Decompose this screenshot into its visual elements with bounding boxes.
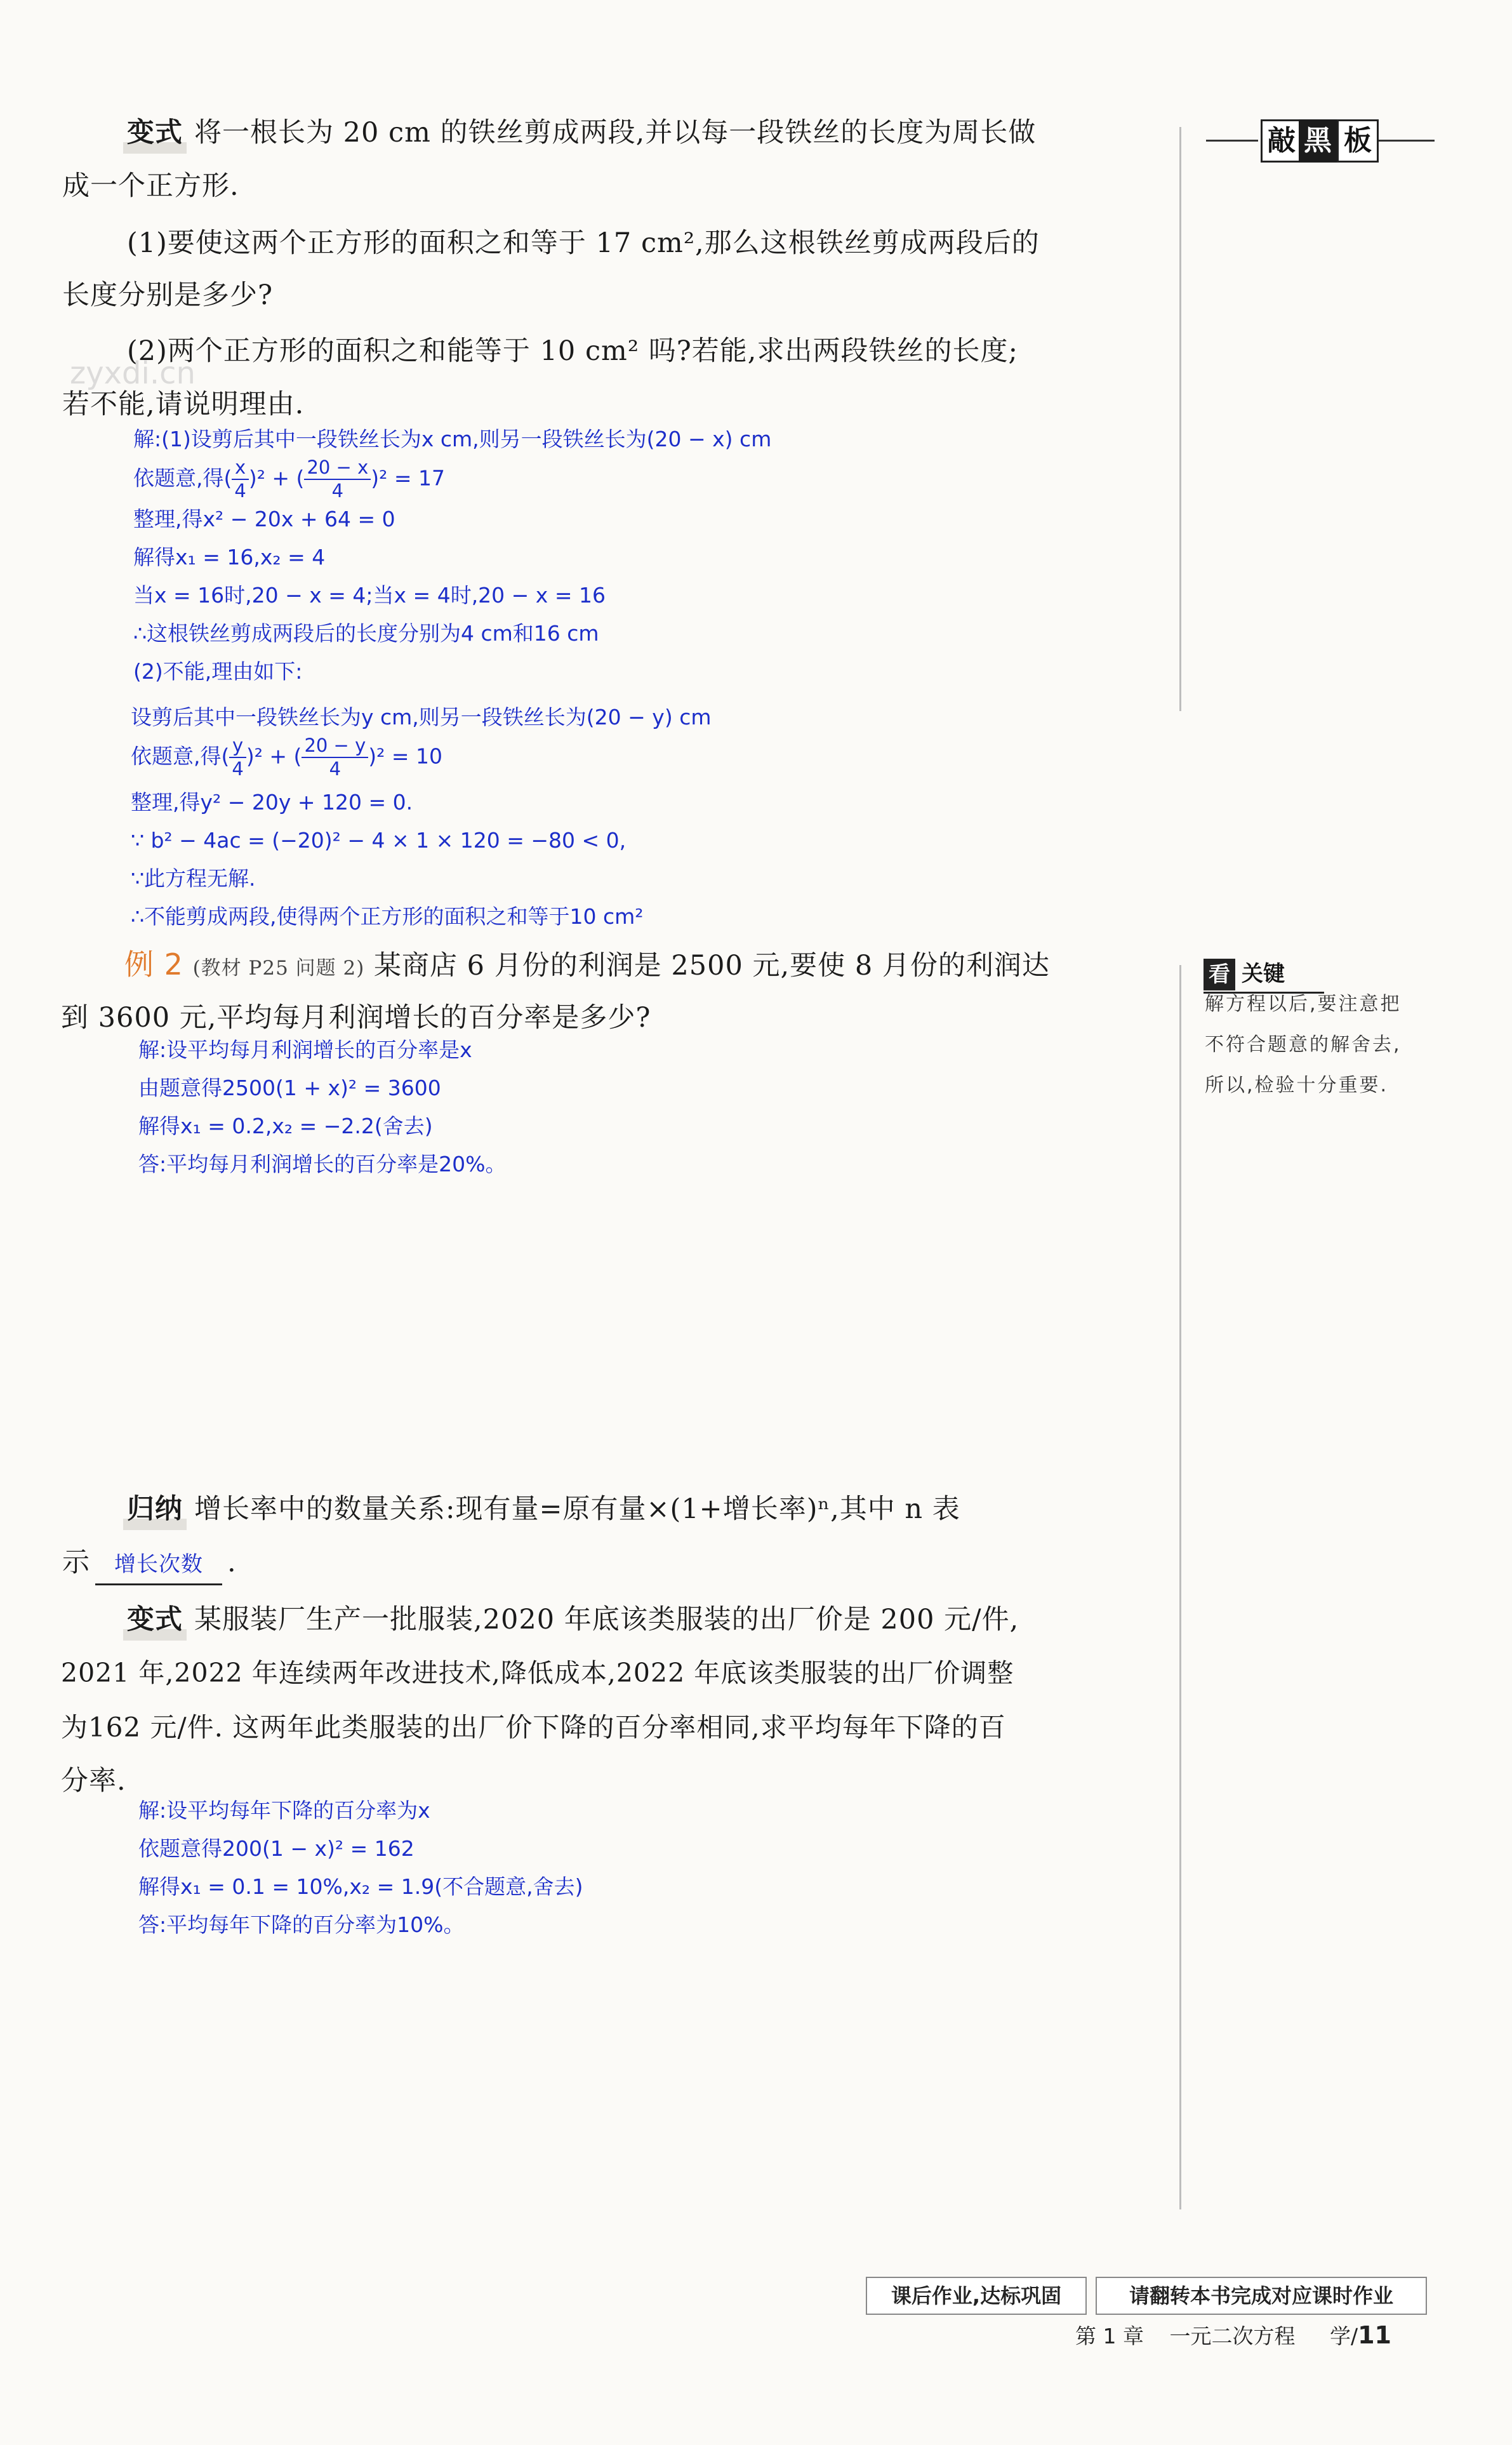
variant1-q2-line2: 若不能,请说明理由.	[62, 389, 305, 420]
solution1-line6: ∴这根铁丝剪成两段后的长度分别为4 cm和16 cm	[133, 621, 599, 646]
variant1-line1: 变式 将一根长为 20 cm 的铁丝剪成两段,并以每一段铁丝的长度为周长做	[127, 107, 1168, 159]
tip-body	[1205, 984, 1446, 1106]
margin-divider-top	[1179, 127, 1181, 711]
chapter-title: 一元二次方程	[1169, 2324, 1296, 2348]
summary-line1: 归纳 增长率中的数量关系:现有量=原有量×(1+增长率)ⁿ,其中 n 表	[127, 1483, 1174, 1535]
variant2-tag: 变式	[127, 1594, 183, 1646]
summary-blank	[95, 1543, 222, 1585]
solution2-line2: 由题意得2500(1 + x)² = 3600	[138, 1076, 441, 1100]
board-header	[1206, 119, 1435, 161]
tip-line: 解方程以后,要注意把	[1205, 993, 1402, 1015]
variant1-q1-line1: (1)要使这两个正方形的面积之和等于 17 cm²,那么这根铁丝剪成两段后的	[127, 227, 1040, 259]
solution1-line9: 依题意,得( $\frac{y}{4}$ )² + ( $\frac{20 - y}{4}$ )² = 10	[131, 735, 442, 780]
tip-line: 不符合题意的解舍去,	[1205, 1034, 1402, 1056]
solution1-part2	[131, 698, 1159, 936]
summary-tag: 归纳	[127, 1483, 183, 1535]
variant1-q1-line2: 长度分别是多少?	[62, 279, 274, 311]
fraction: $\frac{y}{4}$	[229, 736, 246, 778]
eye-icon: 看	[1204, 959, 1235, 990]
variant2-line1: 变式 某服装厂生产一批服装,2020 年底该类服装的出厂价是 200 元/件,	[127, 1594, 1181, 1646]
homework-box-right: 请翻转本书完成对应课时作业	[1096, 2277, 1427, 2315]
page-number: 11	[1358, 2321, 1391, 2349]
variant2-line4: 分率.	[61, 1765, 126, 1797]
solution1-line1: 解:(1)设剪后其中一段铁丝长为x cm,则另一段铁丝长为(20 − x) cm	[133, 427, 772, 451]
solution3-line2: 依题意得200(1 − x)² = 162	[138, 1836, 414, 1861]
solution2	[138, 1031, 1154, 1183]
solution1	[133, 420, 1149, 691]
solution1-line11: ∵ b² − 4ac = (−20)² − 4 × 1 × 120 = −80 < 0,	[131, 828, 627, 853]
chapter-number: 第 1 章	[1075, 2324, 1144, 2348]
variant1-line2: 成一个正方形.	[62, 170, 239, 202]
page-prefix: 学/	[1329, 2324, 1358, 2348]
chapter-footer	[1075, 2303, 1391, 2367]
solution1-line3: 整理,得x² − 20x + 64 = 0	[133, 507, 395, 531]
board-rule-right	[1376, 140, 1435, 142]
example2-source: (教材 P25 问题 2)	[192, 957, 365, 980]
solution2-line1: 解:设平均每月利润增长的百分率是x	[138, 1037, 472, 1062]
variant1-q2-line1: (2)两个正方形的面积之和能等于 10 cm² 吗?若能,求出两段铁丝的长度;	[127, 335, 1018, 367]
variant2-line3: 为162 元/件. 这两年此类服装的出厂价下降的百分率相同,求平均每年下降的百	[61, 1712, 1006, 1743]
solution3-line4: 答:平均每年下降的百分率为10%。	[138, 1912, 465, 1937]
fraction: $\frac{20 - y}{4}$	[302, 736, 368, 778]
solution1-line7: (2)不能,理由如下:	[133, 659, 303, 684]
solution2-line4: 答:平均每月利润增长的百分率是20%。	[138, 1152, 507, 1176]
watermark: zyxdi.cn	[70, 356, 196, 391]
solution1-line12: ∵此方程无解.	[131, 866, 256, 891]
example2-label: 例 2	[124, 947, 183, 982]
summary-line2: 示 增长次数 .	[62, 1536, 237, 1589]
solution1-line10: 整理,得y² − 20y + 120 = 0.	[131, 790, 413, 815]
solution3-line1: 解:设平均每年下降的百分率为x	[138, 1798, 430, 1823]
margin-divider-bottom	[1179, 965, 1181, 2209]
fraction: $\frac{x}{4}$	[232, 458, 248, 500]
homework-box-left: 课后作业,达标巩固	[866, 2277, 1087, 2315]
variant1-tag: 变式	[127, 107, 183, 159]
board-char-3: 板	[1337, 119, 1379, 163]
solution1-line4: 解得x₁ = 16,x₂ = 4	[133, 545, 326, 570]
fraction: $\frac{20 - x}{4}$	[304, 458, 371, 500]
solution1-line5: 当x = 16时,20 − x = 4;当x = 4时,20 − x = 16	[133, 583, 606, 608]
solution1-line8: 设剪后其中一段铁丝长为y cm,则另一段铁丝长为(20 − y) cm	[131, 705, 712, 730]
board-char-1: 敲	[1261, 119, 1303, 163]
example2-line1: 例 2 (教材 P25 问题 2) 某商店 6 月份的利润是 2500 元,要使 8 月份的利润达	[124, 947, 1050, 982]
solution2-line3: 解得x₁ = 0.2,x₂ = −2.2(舍去)	[138, 1114, 433, 1138]
solution1-line13: ∴不能剪成两段,使得两个正方形的面积之和等于10 cm²	[131, 904, 644, 929]
board-rule-left	[1206, 140, 1258, 142]
solution3-line3: 解得x₁ = 0.1 = 10%,x₂ = 1.9(不合题意,舍去)	[138, 1874, 583, 1899]
solution3	[138, 1792, 1154, 1944]
summary-blank-answer: 增长次数	[114, 1552, 203, 1577]
board-char-2: 黑	[1299, 119, 1337, 163]
tip-line: 所以,检验十分重要.	[1205, 1074, 1389, 1096]
solution1-line2: 依题意,得( $\frac{x}{4}$ )² + ( $\frac{20 - x}{4}$ )² = 17	[133, 456, 445, 502]
example2-line2: 到 3600 元,平均每月利润增长的百分率是多少?	[61, 1002, 651, 1034]
variant2-line2: 2021 年,2022 年连续两年改进技术,降低成本,2022 年底该类服装的出厂价调整	[61, 1658, 1014, 1688]
tip-title: 关键	[1242, 961, 1285, 987]
